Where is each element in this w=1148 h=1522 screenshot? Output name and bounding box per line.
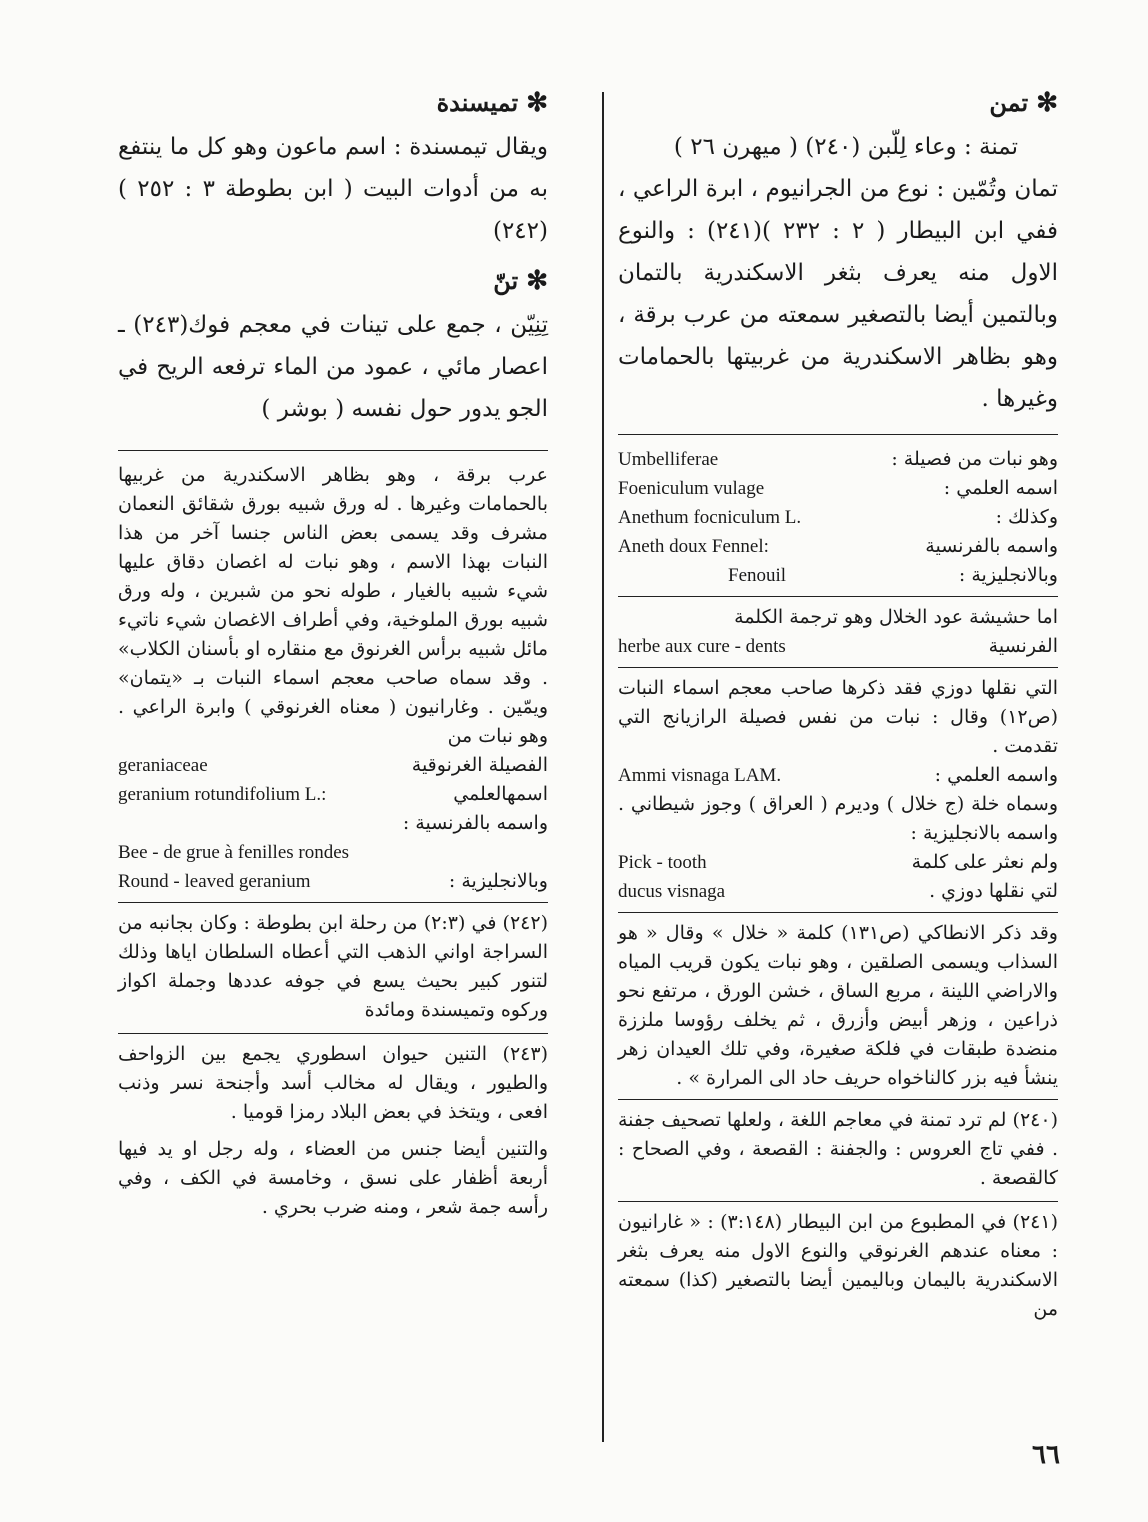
divider (618, 1099, 1058, 1100)
entry-paragraph: ويقال تيمسندة : اسم ماعون وهو كل ما ينتفع به من أدوات البيت ( ابن بطوطة ٣ : ٢٥٢ )(٢٤٢) (118, 134, 548, 244)
entry-heading: ✻تمن (989, 88, 1058, 118)
note-row: اسمهالعلمي geranium rotundifolium L.: (118, 783, 548, 805)
note-row: وبالانجليزية : Fenouil (728, 564, 1058, 586)
divider (618, 596, 1058, 597)
entry-heading: ✻تنّ (493, 266, 548, 296)
note-row: الفرنسية herbe aux cure - dents (618, 635, 1058, 657)
notes-separator (118, 450, 548, 451)
column-divider (602, 92, 604, 1442)
note-row: وكذلك : Anethum focniculum L. (618, 506, 1058, 528)
divider (118, 902, 548, 903)
footnote-243: (٢٤٣) التنين حيوان اسطوري يجمع بين الزواحف والطيور ، ويقال له مخالب أسد وأجنحة نسر وذنب افعى ، ويتخذ في بعض البلاد رمزا قوميا . (118, 1043, 548, 1123)
notes-separator (618, 434, 1058, 435)
note-row: وهو نبات من فصيلة : Umbelliferae (618, 448, 1058, 470)
right-column (618, 88, 1058, 1332)
note-row: ولم نعثر على كلمة Pick - tooth (618, 851, 1058, 873)
latin-line: Bee - de grue à fenilles rondes (118, 842, 350, 863)
asterisk-icon: ✻ (526, 88, 548, 118)
note-row: اسمه العلمي : Foeniculum vulage (618, 477, 1058, 499)
divider (618, 667, 1058, 668)
footnote-241: (٢٤١) في المطبوع من ابن البيطار (٣:١٤٨) : « غارانيون : معناه عندهم الغرنوقي والنوع الاول منه يعرف بثغر الاسكندرية باليمان وباليمين أيضا بالتصغير (كذا) سمعته من (618, 1211, 1059, 1320)
note-row: لتي نقلها دوزي . ducus visnaga (618, 880, 1058, 902)
footnote-243-continued: والتنين أيضا جنس من العضاء ، وله رجل او يد فيها أربعة أظفار على نسق ، وخامسة في الكف ، وفي رأسه جمة شعر ، ومنه ضرب بحري . (118, 1138, 548, 1218)
entry-paragraph: تمان وتُمّين : نوع من الجرانيوم ، ابرة الراعي ، ففي ابن البيطار ( ٢ : ٢٣٢ )(٢٤١) : والنوع الاول منه يعرف بثغر الاسكندرية بالتمان وبالتمين أيضا بالتصغير سمعته من عرب برقة ، وهو بظاهر الاسكندرية من غربيتها بالحمامات وغيرها . (618, 176, 1058, 412)
note-paragraph: وسماه خلة (ج خلال ) وديرم ( العراق ) وجوز شيطاني . واسمه بالانجليزية : (618, 793, 1058, 844)
note-paragraph: وقد ذكر الانطاكي (ص١٣١) كلمة « خلال » وقال « هو السذاب ويسمى الصلقين ، وهو نبات يكون قريب المياه والاراضي اللينة ، مربع الساق ، خشن الورق ، مرتفع نحو ذراعين ، وزهر أبيض وأزرق ، ثم يخلف رؤوسا ملززة منضدة طبقات في فلكة صغيرة، وفي تلك العيدان زهر ينشأ فيه بزر كالناخواه حريف حاد الى المرارة » . (618, 922, 1058, 1089)
footnote-242: (٢٤٢) في (٢:٣) من رحلة ابن بطوطة : وكان بجانبه من السراجة اواني الذهب التي أعطاه السلطان اياها وذلك لتنور كبير بحيث يسع في جوفه عددها وجملة اكواز وركوه وتميسندة ومائدة (118, 912, 548, 1021)
note-row: الفصيلة الغرنوقية geraniaceae (118, 754, 548, 776)
asterisk-icon: ✻ (1036, 88, 1058, 118)
entry-heading: ✻تميسندة (436, 88, 548, 118)
note-paragraph: التي نقلها دوزي فقد ذكرها صاحب معجم اسماء النبات (ص١٢) وقال : نبات من نفس فصيلة الرازيانج التي تقدمت . (618, 677, 1058, 757)
asterisk-icon: ✻ (526, 266, 548, 296)
footnote-240: (٢٤٠) لم ترد تمنة في معاجم اللغة ، ولعلها تصحيف جفنة . ففي تاج العروس : والجفنة : القصعة ، وفي الصحاح : كالقصعة . (618, 1109, 1058, 1189)
note-row: واسمه بالفرنسية Aneth doux Fennel: (618, 535, 1058, 557)
note-row: وبالانجليزية : Round - leaved geranium (118, 870, 548, 892)
left-column (118, 88, 548, 1222)
divider (618, 912, 1058, 913)
note-paragraph: اما حشيشة عود الخلال وهو ترجمة الكلمة (734, 606, 1058, 628)
entry-paragraph: تِنِيّن ، جمع على تينات في معجم فوك(٢٤٣) ـ اعصار مائي ، عمود من الماء ترفعه الريح في الجو يدور حول نفسه ( بوشر ) (118, 312, 548, 422)
entry-paragraph: تمنة : وعاء لِلّبن (٢٤٠) ( ميهرن ٢٦ ) (673, 134, 1018, 160)
page-number: ٦٦ (1032, 1440, 1060, 1470)
note-row: واسمه العلمي : Ammi visnaga LAM. (618, 764, 1058, 786)
divider (118, 1033, 548, 1034)
divider (618, 1201, 1058, 1202)
note-line: واسمه بالفرنسية : (402, 812, 548, 834)
note-paragraph: عرب برقة ، وهو بظاهر الاسكندرية من غربيها بالحمامات وغيرها . له ورق شبيه بورق شقائق النعمان مشرف وقد يسمى بعض الناس جنسا آخر من هذا النبات بهذا الاسم ، وهو نبات له اغصان دقاق عليها شيء شبيه بالغيار ، طوله نحو من شبرين ، وله ورق شبيه بورق الملوخية، وفي أطراف الاغصان شيء ناتيء مائل شبيه برأس الغرنوق مع منقاره او بأسنان الكلاب» . وقد سماه صاحب معجم اسماء النبات بـ «يتمان» ويمّين . وغارانيون ( معناه الغرنوقي ) وابرة الراعي . وهو نبات من (118, 464, 548, 747)
